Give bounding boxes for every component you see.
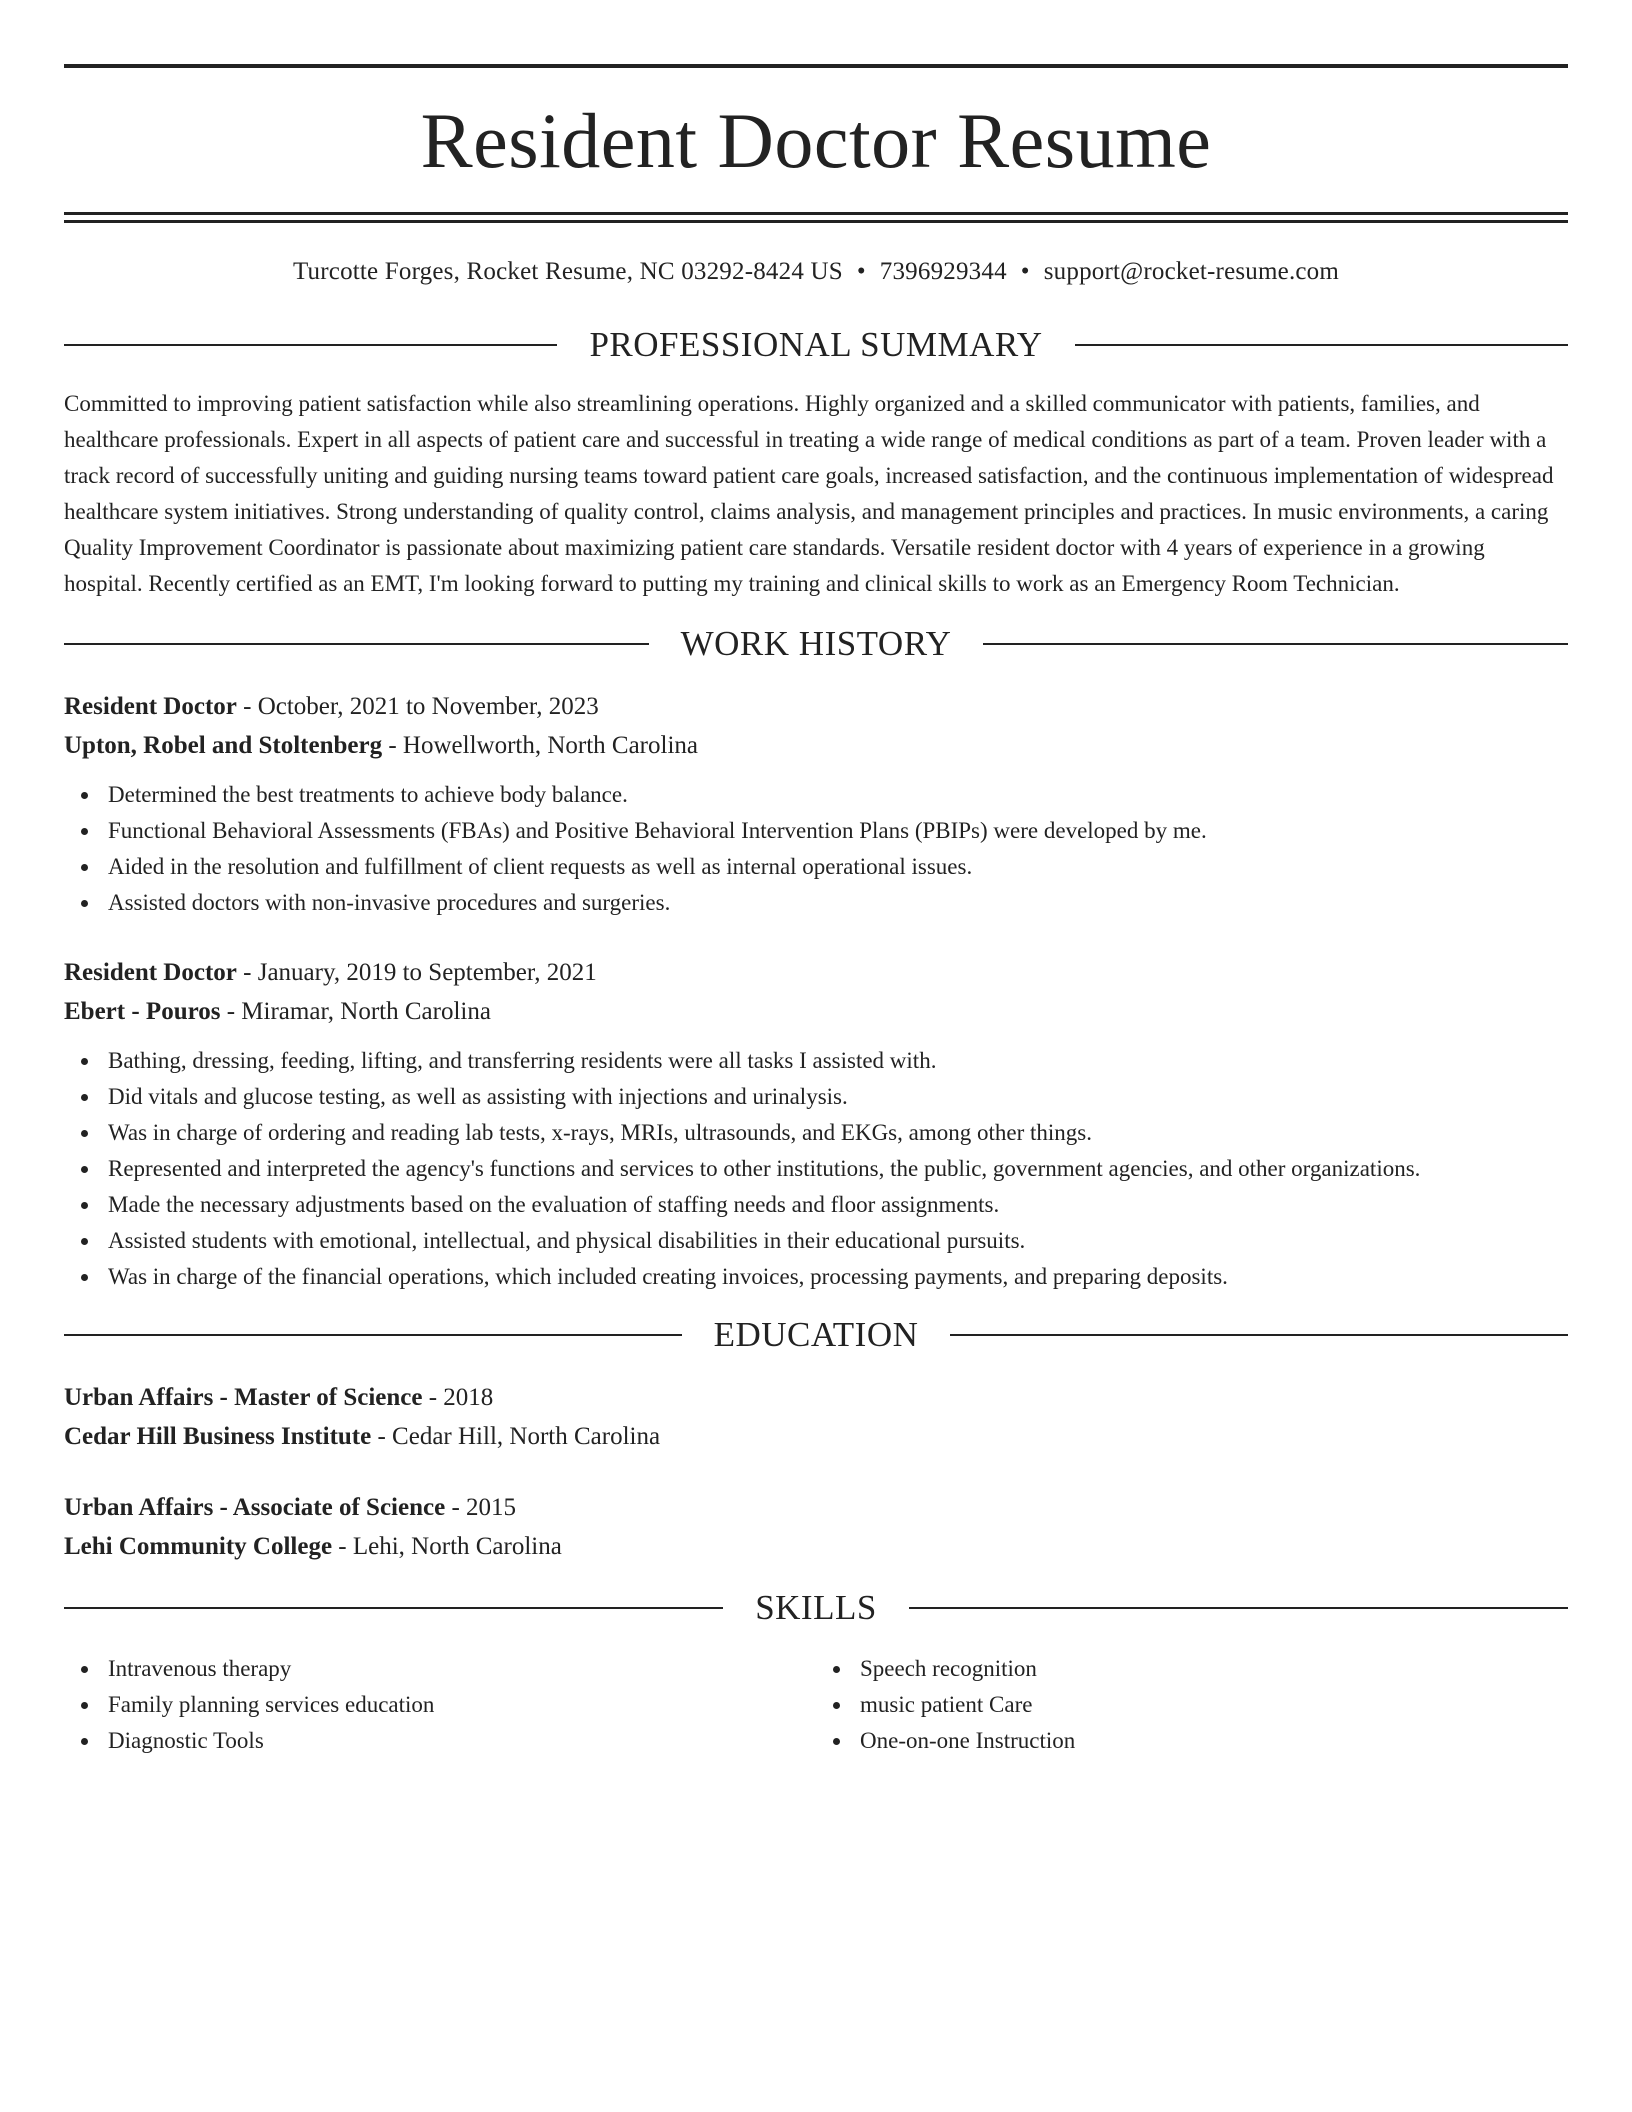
list-item: Did vitals and glucose testing, as well as assisting with injections and urinalysis. <box>64 1079 1568 1115</box>
job-title-line <box>64 953 1568 992</box>
skills-list <box>816 1651 1568 1759</box>
employer-location: - Howellworth, North Carolina <box>382 732 698 759</box>
list-item: Represented and interpreted the agency's functions and services to other institutions, the public, government agencies, and other organizations. <box>64 1151 1568 1187</box>
list-item: Was in charge of the financial operations, which included creating invoices, processing payments, and preparing deposits. <box>64 1259 1568 1295</box>
education-entry <box>64 1488 1568 1566</box>
job-title-line <box>64 687 1568 726</box>
heading-rule <box>909 1607 1568 1609</box>
section-title: SKILLS <box>755 1588 877 1627</box>
skills-column-left <box>64 1651 816 1759</box>
heading-rule <box>950 1334 1568 1336</box>
contact-line <box>64 257 1568 287</box>
section-heading-skills <box>64 1590 1568 1625</box>
heading-rule <box>983 643 1568 645</box>
school-location: - Cedar Hill, North Carolina <box>371 1423 661 1450</box>
degree-year: - 2018 <box>422 1384 494 1411</box>
degree-line <box>64 1488 1568 1527</box>
list-item: Made the necessary adjustments based on the evaluation of staffing needs and floor assignments. <box>64 1187 1568 1223</box>
contact-email[interactable]: support@rocket-resume.com <box>1043 258 1340 285</box>
heading-rule <box>64 643 649 645</box>
school-location: - Lehi, North Carolina <box>332 1533 562 1560</box>
job-dates: - January, 2019 to September, 2021 <box>236 959 597 986</box>
skill-item: One-on-one Instruction <box>816 1723 1568 1759</box>
heading-rule <box>64 344 557 346</box>
list-item: Functional Behavioral Assessments (FBAs) and Positive Behavioral Intervention Plans (PBIPs) were developed by me. <box>64 813 1568 849</box>
summary-paragraph: Committed to improving patient satisfaction while also streamlining operations. Highly organized and a skilled communicator with patients, families, and healthcare professionals. Expert in all aspects of patient care and successful in treating a wide range of medical conditions as part of a team. Proven leader with a track record of successfully uniting and guiding nursing teams toward patient care goals, increased satisfaction, and the continuous implementation of widespread healthcare system initiatives. Strong understanding of quality control, claims analysis, and management principles and practices. In music environments, a caring Quality Improvement Coordinator is passionate about maximizing patient care standards. Versatile resident doctor with 4 years of experience in a growing hospital. Recently certified as an EMT, I'm looking forward to putting my training and clinical skills to work as an Emergency Room Technician. <box>64 391 1554 596</box>
skill-item: Speech recognition <box>816 1651 1568 1687</box>
school-line <box>64 1417 1568 1456</box>
list-item: Aided in the resolution and fulfillment of client requests as well as internal operational issues. <box>64 849 1568 885</box>
top-rule <box>64 64 1568 68</box>
section-heading-education <box>64 1317 1568 1352</box>
employer-line <box>64 726 1568 765</box>
school-line <box>64 1527 1568 1566</box>
job-bullets <box>64 777 1568 921</box>
page-title: Resident Doctor Resume <box>420 97 1212 184</box>
contact-phone: 7396929344 <box>879 258 1007 285</box>
list-item: Assisted students with emotional, intellectual, and physical disabilities in their educational pursuits. <box>64 1223 1568 1259</box>
school-name: Cedar Hill Business Institute <box>64 1423 372 1450</box>
section-title: EDUCATION <box>713 1315 919 1354</box>
heading-rule <box>64 1334 682 1336</box>
degree-line <box>64 1378 1568 1417</box>
job-title: Resident Doctor <box>64 693 237 720</box>
section-title: PROFESSIONAL SUMMARY <box>589 325 1043 364</box>
skill-item: Intravenous therapy <box>64 1651 816 1687</box>
work-entry <box>64 687 1568 921</box>
degree-year: - 2015 <box>445 1494 517 1521</box>
contact-separator: • <box>856 258 866 285</box>
heading-rule <box>64 1607 723 1609</box>
job-dates: - October, 2021 to November, 2023 <box>236 693 599 720</box>
employer-name: Upton, Robel and Stoltenberg <box>64 732 383 759</box>
skill-item: Diagnostic Tools <box>64 1723 816 1759</box>
title-double-rule <box>64 212 1568 223</box>
skill-item: Family planning services education <box>64 1687 816 1723</box>
job-title: Resident Doctor <box>64 959 237 986</box>
employer-line <box>64 992 1568 1031</box>
contact-address: Turcotte Forges, Rocket Resume, NC 03292-8424 US <box>292 258 843 285</box>
skills-column-right <box>816 1651 1568 1759</box>
list-item: Assisted doctors with non-invasive procedures and surgeries. <box>64 885 1568 921</box>
education-entry <box>64 1378 1568 1456</box>
degree-name: Urban Affairs - Master of Science <box>64 1384 423 1411</box>
work-entry <box>64 953 1568 1295</box>
section-heading-work <box>64 626 1568 661</box>
skill-item: music patient Care <box>816 1687 1568 1723</box>
list-item: Was in charge of ordering and reading lab tests, x-rays, MRIs, ultrasounds, and EKGs, among other things. <box>64 1115 1568 1151</box>
list-item: Bathing, dressing, feeding, lifting, and transferring residents were all tasks I assisted with. <box>64 1043 1568 1079</box>
heading-rule <box>1075 344 1568 346</box>
job-bullets <box>64 1043 1568 1295</box>
section-heading-summary <box>64 327 1568 362</box>
contact-separator: • <box>1020 258 1030 285</box>
skills-columns <box>64 1651 1568 1759</box>
employer-name: Ebert - Pouros <box>64 998 221 1025</box>
degree-name: Urban Affairs - Associate of Science <box>64 1494 446 1521</box>
employer-location: - Miramar, North Carolina <box>220 998 491 1025</box>
school-name: Lehi Community College <box>64 1533 333 1560</box>
skills-list <box>64 1651 816 1759</box>
section-title: WORK HISTORY <box>680 624 952 663</box>
list-item: Determined the best treatments to achieve body balance. <box>64 777 1568 813</box>
